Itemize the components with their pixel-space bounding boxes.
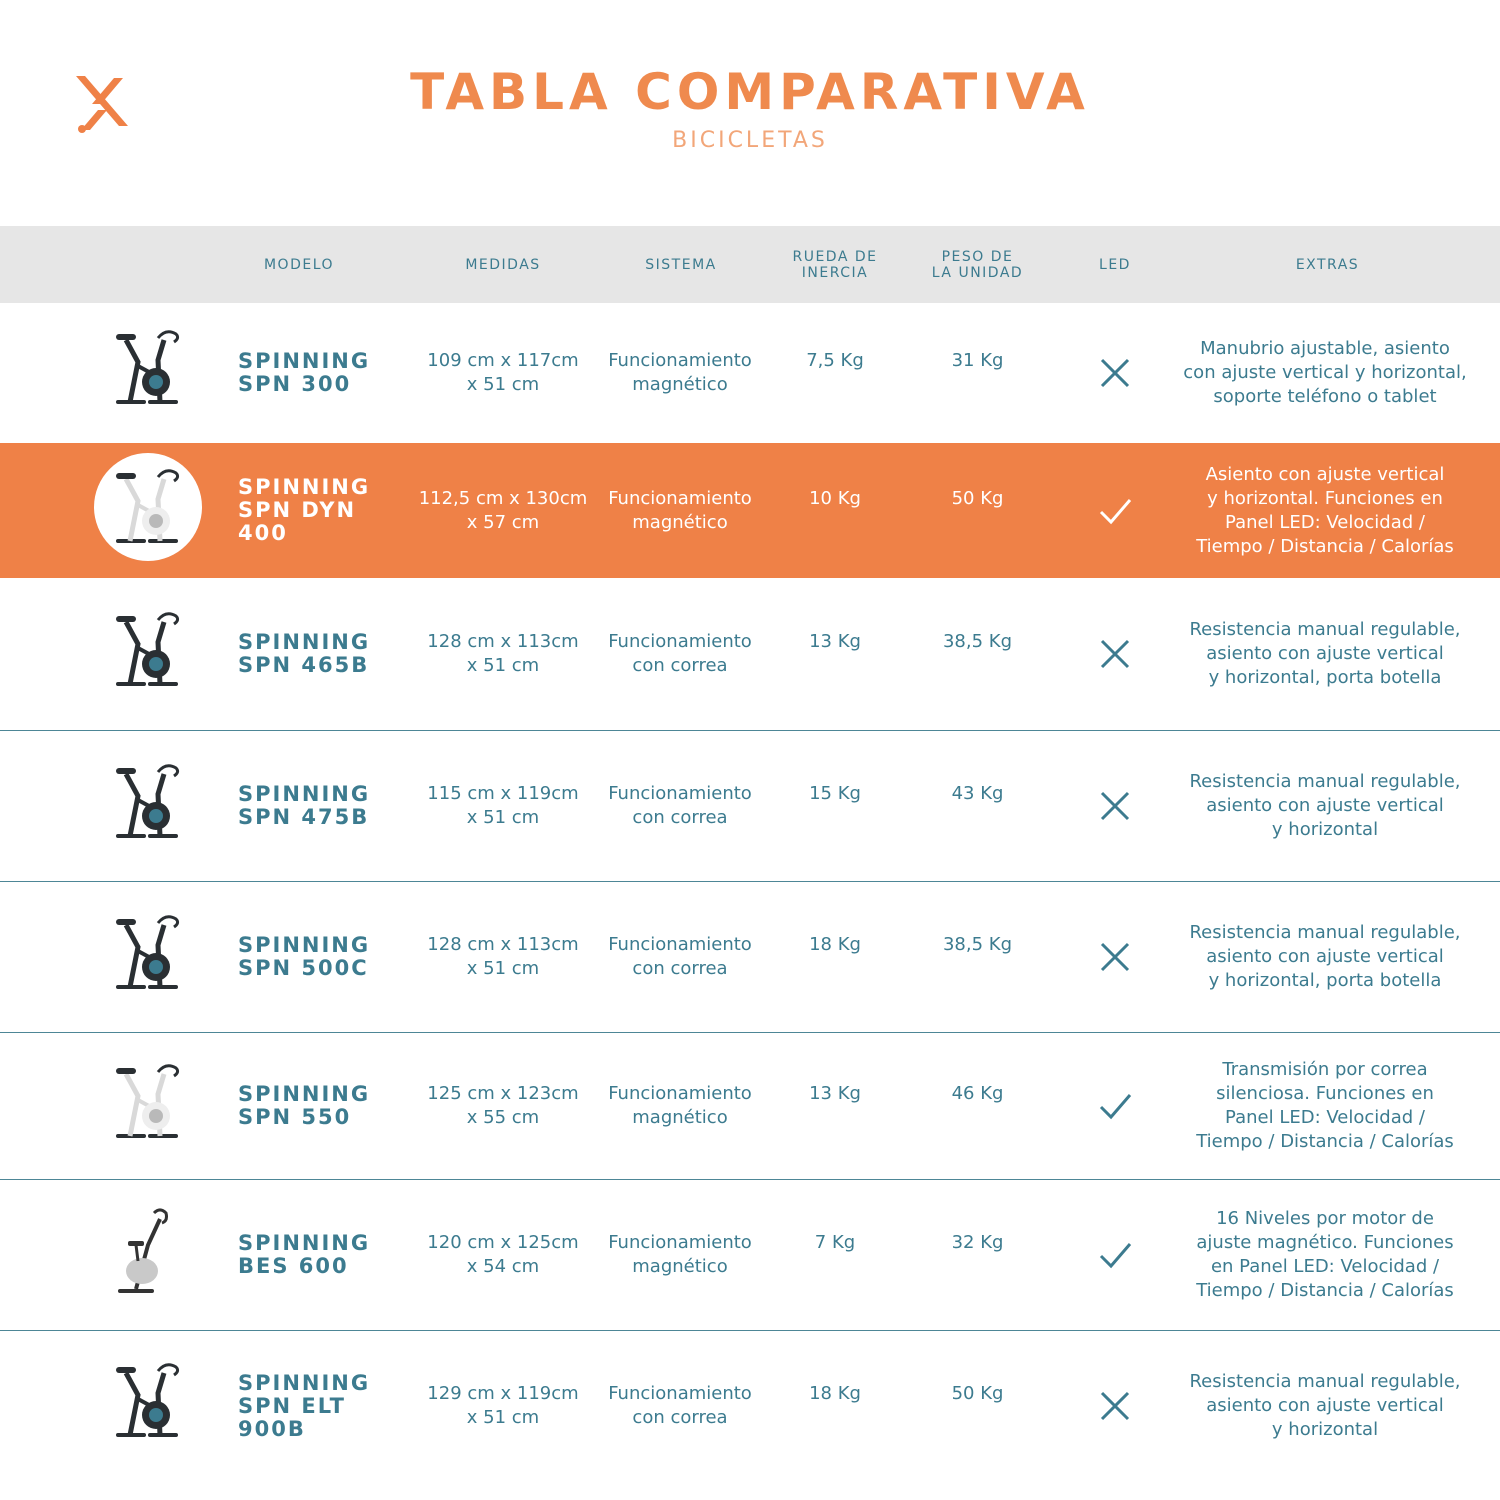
extras-value: Resistencia manual regulable, asiento con ajuste vertical y horizontal, porta botella: [1189, 922, 1461, 991]
table-row: [0, 303, 1500, 443]
product-image: [108, 1205, 188, 1295]
product-image: [108, 907, 188, 997]
peso-value: 38,5 Kg: [942, 631, 1013, 652]
peso-value: 50 Kg: [951, 1383, 1004, 1404]
table-row: [0, 443, 1500, 578]
page-title: TABLA COMPARATIVA: [410, 63, 1090, 121]
model-name: SPINNING SPN 465B: [238, 630, 371, 677]
medidas-value: 128 cm x 113cm x 51 cm: [427, 631, 579, 676]
column-header-modelo: MODELO: [263, 256, 335, 273]
sistema-value: Funcionamiento con correa: [608, 631, 752, 676]
led-check-icon: [1070, 443, 1160, 578]
sistema-value: Funcionamiento con correa: [608, 783, 752, 828]
sistema-value: Funcionamiento magnético: [608, 1232, 752, 1277]
medidas-value: 112,5 cm x 130cm x 57 cm: [418, 487, 588, 533]
led-cross-icon: [1070, 1331, 1160, 1481]
rueda-value: 10 Kg: [809, 487, 861, 509]
column-header-peso: PESO DE LA UNIDAD: [931, 248, 1024, 281]
model-name: SPINNING SPN 500C: [238, 933, 371, 980]
product-image: [108, 756, 188, 846]
led-cross-icon: [1070, 303, 1160, 443]
medidas-value: 129 cm x 119cm x 51 cm: [427, 1383, 579, 1428]
column-header-rueda: RUEDA DE INERCIA: [792, 248, 878, 281]
model-name: SPINNING SPN 550: [238, 1082, 371, 1129]
column-header-medidas: MEDIDAS: [465, 256, 541, 273]
product-image: [108, 461, 188, 551]
rueda-value: 15 Kg: [809, 783, 861, 804]
table-row: [0, 578, 1500, 731]
extras-value: Asiento con ajuste vertical y horizontal. Funciones en Panel LED: Velocidad / Tiempo / Distancia / Calorías: [1196, 463, 1454, 557]
rueda-value: 13 Kg: [809, 631, 861, 652]
led-cross-icon: [1070, 578, 1160, 730]
peso-value: 31 Kg: [951, 350, 1004, 371]
model-name: SPINNING SPN 300: [238, 349, 371, 396]
extras-value: 16 Niveles por motor de ajuste magnético. Funciones en Panel LED: Velocidad / Tiempo / Distancia / Calorías: [1196, 1208, 1454, 1301]
peso-value: 43 Kg: [951, 783, 1004, 804]
rueda-value: 18 Kg: [809, 1383, 861, 1404]
model-name: SPINNING SPN ELT 900B: [238, 1370, 371, 1441]
medidas-value: 125 cm x 123cm x 55 cm: [427, 1083, 579, 1128]
table-header: [0, 226, 1500, 303]
product-image: [108, 1355, 188, 1445]
extras-value: Resistencia manual regulable, asiento con ajuste vertical y horizontal, porta botella: [1189, 619, 1461, 688]
sistema-value: Funcionamiento magnético: [608, 487, 752, 533]
medidas-value: 128 cm x 113cm x 51 cm: [427, 934, 579, 979]
medidas-value: 115 cm x 119cm x 51 cm: [427, 783, 579, 828]
medidas-value: 109 cm x 117cm x 51 cm: [427, 350, 579, 395]
product-image: [108, 322, 188, 412]
product-image: [108, 604, 188, 694]
extras-value: Resistencia manual regulable, asiento con ajuste vertical y horizontal: [1189, 771, 1461, 840]
led-check-icon: [1070, 1180, 1160, 1330]
peso-value: 46 Kg: [951, 1083, 1004, 1104]
sistema-value: Funcionamiento con correa: [608, 934, 752, 979]
sistema-value: Funcionamiento con correa: [608, 1383, 752, 1428]
column-header-sistema: SISTEMA: [645, 256, 717, 273]
table-row: [0, 1033, 1500, 1180]
model-name: SPINNING SPN DYN 400: [238, 475, 371, 545]
led-cross-icon: [1070, 731, 1160, 881]
model-name: SPINNING SPN 475B: [238, 782, 371, 829]
table-row: [0, 731, 1500, 882]
column-header-extras: EXTRAS: [1295, 256, 1360, 273]
page-subtitle: BICICLETAS: [672, 128, 828, 153]
peso-value: 32 Kg: [951, 1232, 1004, 1253]
led-check-icon: [1070, 1033, 1160, 1179]
sistema-value: Funcionamiento magnético: [608, 1083, 752, 1128]
product-image: [108, 1056, 188, 1146]
column-header-led: LED: [1099, 256, 1131, 273]
medidas-value: 120 cm x 125cm x 54 cm: [427, 1232, 579, 1277]
rueda-value: 7 Kg: [814, 1232, 856, 1253]
rueda-value: 18 Kg: [809, 934, 861, 955]
model-name: SPINNING BES 600: [238, 1231, 371, 1278]
peso-value: 50 Kg: [951, 487, 1004, 509]
extras-value: Transmisión por correa silenciosa. Funciones en Panel LED: Velocidad / Tiempo / Distancia / Calorías: [1196, 1059, 1454, 1152]
led-cross-icon: [1070, 882, 1160, 1032]
table-row: [0, 882, 1500, 1033]
table-row: [0, 1180, 1500, 1331]
rueda-value: 7,5 Kg: [806, 350, 864, 371]
sistema-value: Funcionamiento magnético: [608, 350, 752, 395]
rueda-value: 13 Kg: [809, 1083, 861, 1104]
table-row: [0, 1331, 1500, 1481]
peso-value: 38,5 Kg: [942, 934, 1013, 955]
extras-value: Manubrio ajustable, asiento con ajuste vertical y horizontal, soporte teléfono o tablet: [1183, 338, 1467, 407]
extras-value: Resistencia manual regulable, asiento con ajuste vertical y horizontal: [1189, 1371, 1461, 1440]
